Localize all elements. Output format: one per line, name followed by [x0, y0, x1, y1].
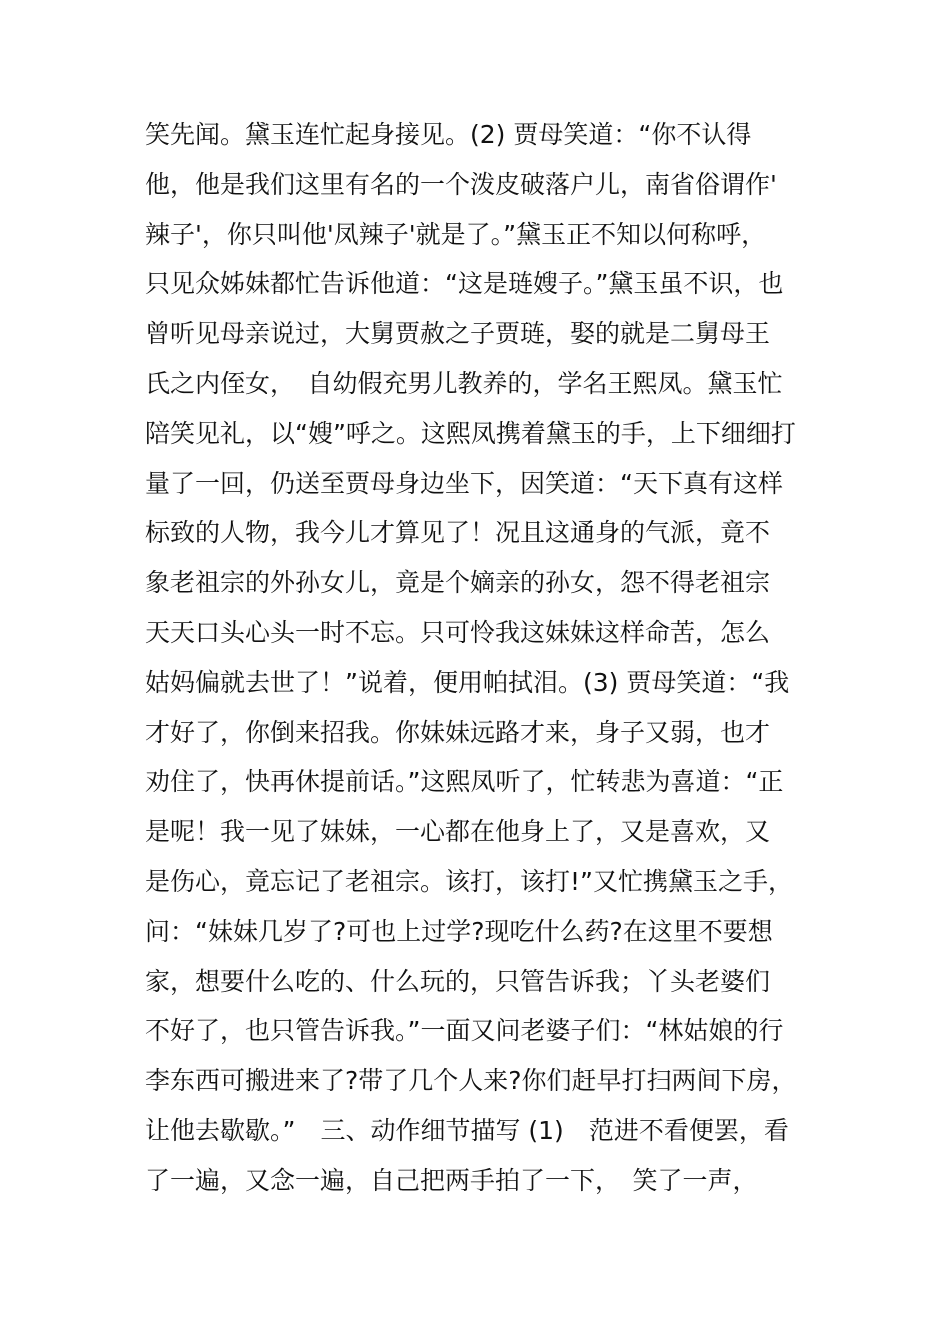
text-line-7: 陪笑见礼，以“嫂”呼之。这熙凤携着黛玉的手，上下细细打: [145, 418, 796, 448]
text-line-18: 家，想要什么吃的、什么玩的，只管告诉我；丫头老婆们: [145, 966, 771, 996]
text-line-1: 笑先闻。黛玉连忙起身接见。(2) 贾母笑道：“你不认得: [145, 120, 752, 149]
text-line-20: 李东西可搬进来了?带了几个人来?你们赶早打扫两间下房，: [145, 1066, 797, 1096]
text-line-15: 是呢！我一见了妹妹，一心都在他身上了，又是喜欢，又: [145, 817, 771, 847]
text-line-3: 辣子'，你只叫他'凤辣子'就是了。”黛玉正不知以何称呼，: [145, 219, 767, 249]
body-text: [145, 110, 825, 1206]
text-line-12: 姑妈偏就去世了！”说着，便用帕拭泪。(3) 贾母笑道：“我: [145, 667, 790, 697]
text-line-11: 天天口头心头一时不忘。只可怜我这妹妹这样命苦，怎么: [145, 617, 771, 647]
text-line-16: 是伤心，竟忘记了老祖宗。该打，该打!”又忙携黛玉之手，: [145, 866, 793, 896]
text-line-22: 了一遍，又念一遍，自己把两手拍了一下， 笑了一声，: [145, 1165, 758, 1195]
text-line-10: 象老祖宗的外孙女儿，竟是个嫡亲的孙女，怨不得老祖宗: [145, 568, 771, 598]
text-line-8: 量了一回，仍送至贾母身边坐下，因笑道：“天下真有这样: [145, 468, 783, 498]
text-line-17: 问：“妹妹几岁了?可也上过学?现吃什么药?在这里不要想: [145, 916, 773, 946]
text-line-6: 氏之内侄女， 自幼假充男儿教养的，学名王熙凤。黛玉忙: [145, 368, 783, 398]
text-line-21: 让他去歇歇。” 三、动作细节描写 (1) 范进不看便罢，看: [145, 1115, 789, 1145]
text-line-5: 曾听见母亲说过，大舅贾赦之子贾琏，娶的就是二舅母王: [145, 319, 771, 349]
text-line-19: 不好了，也只管告诉我。”一面又问老婆子们：“林姑娘的行: [145, 1016, 784, 1046]
text-line-4: 只见众姊妹都忙告诉他道：“这是琏嫂子。”黛玉虽不识，也: [145, 269, 784, 299]
text-line-2: 他，他是我们这里有名的一个泼皮破落户儿，南省俗谓作': [145, 169, 777, 199]
text-line-13: 才好了，你倒来招我。你妹妹远路才来，身子又弱，也才: [145, 717, 771, 747]
text-line-9: 标致的人物，我今儿才算见了！况且这通身的气派，竟不: [145, 518, 771, 548]
text-line-14: 劝住了，快再休提前话。”这熙凤听了，忙转悲为喜道：“正: [145, 767, 784, 797]
